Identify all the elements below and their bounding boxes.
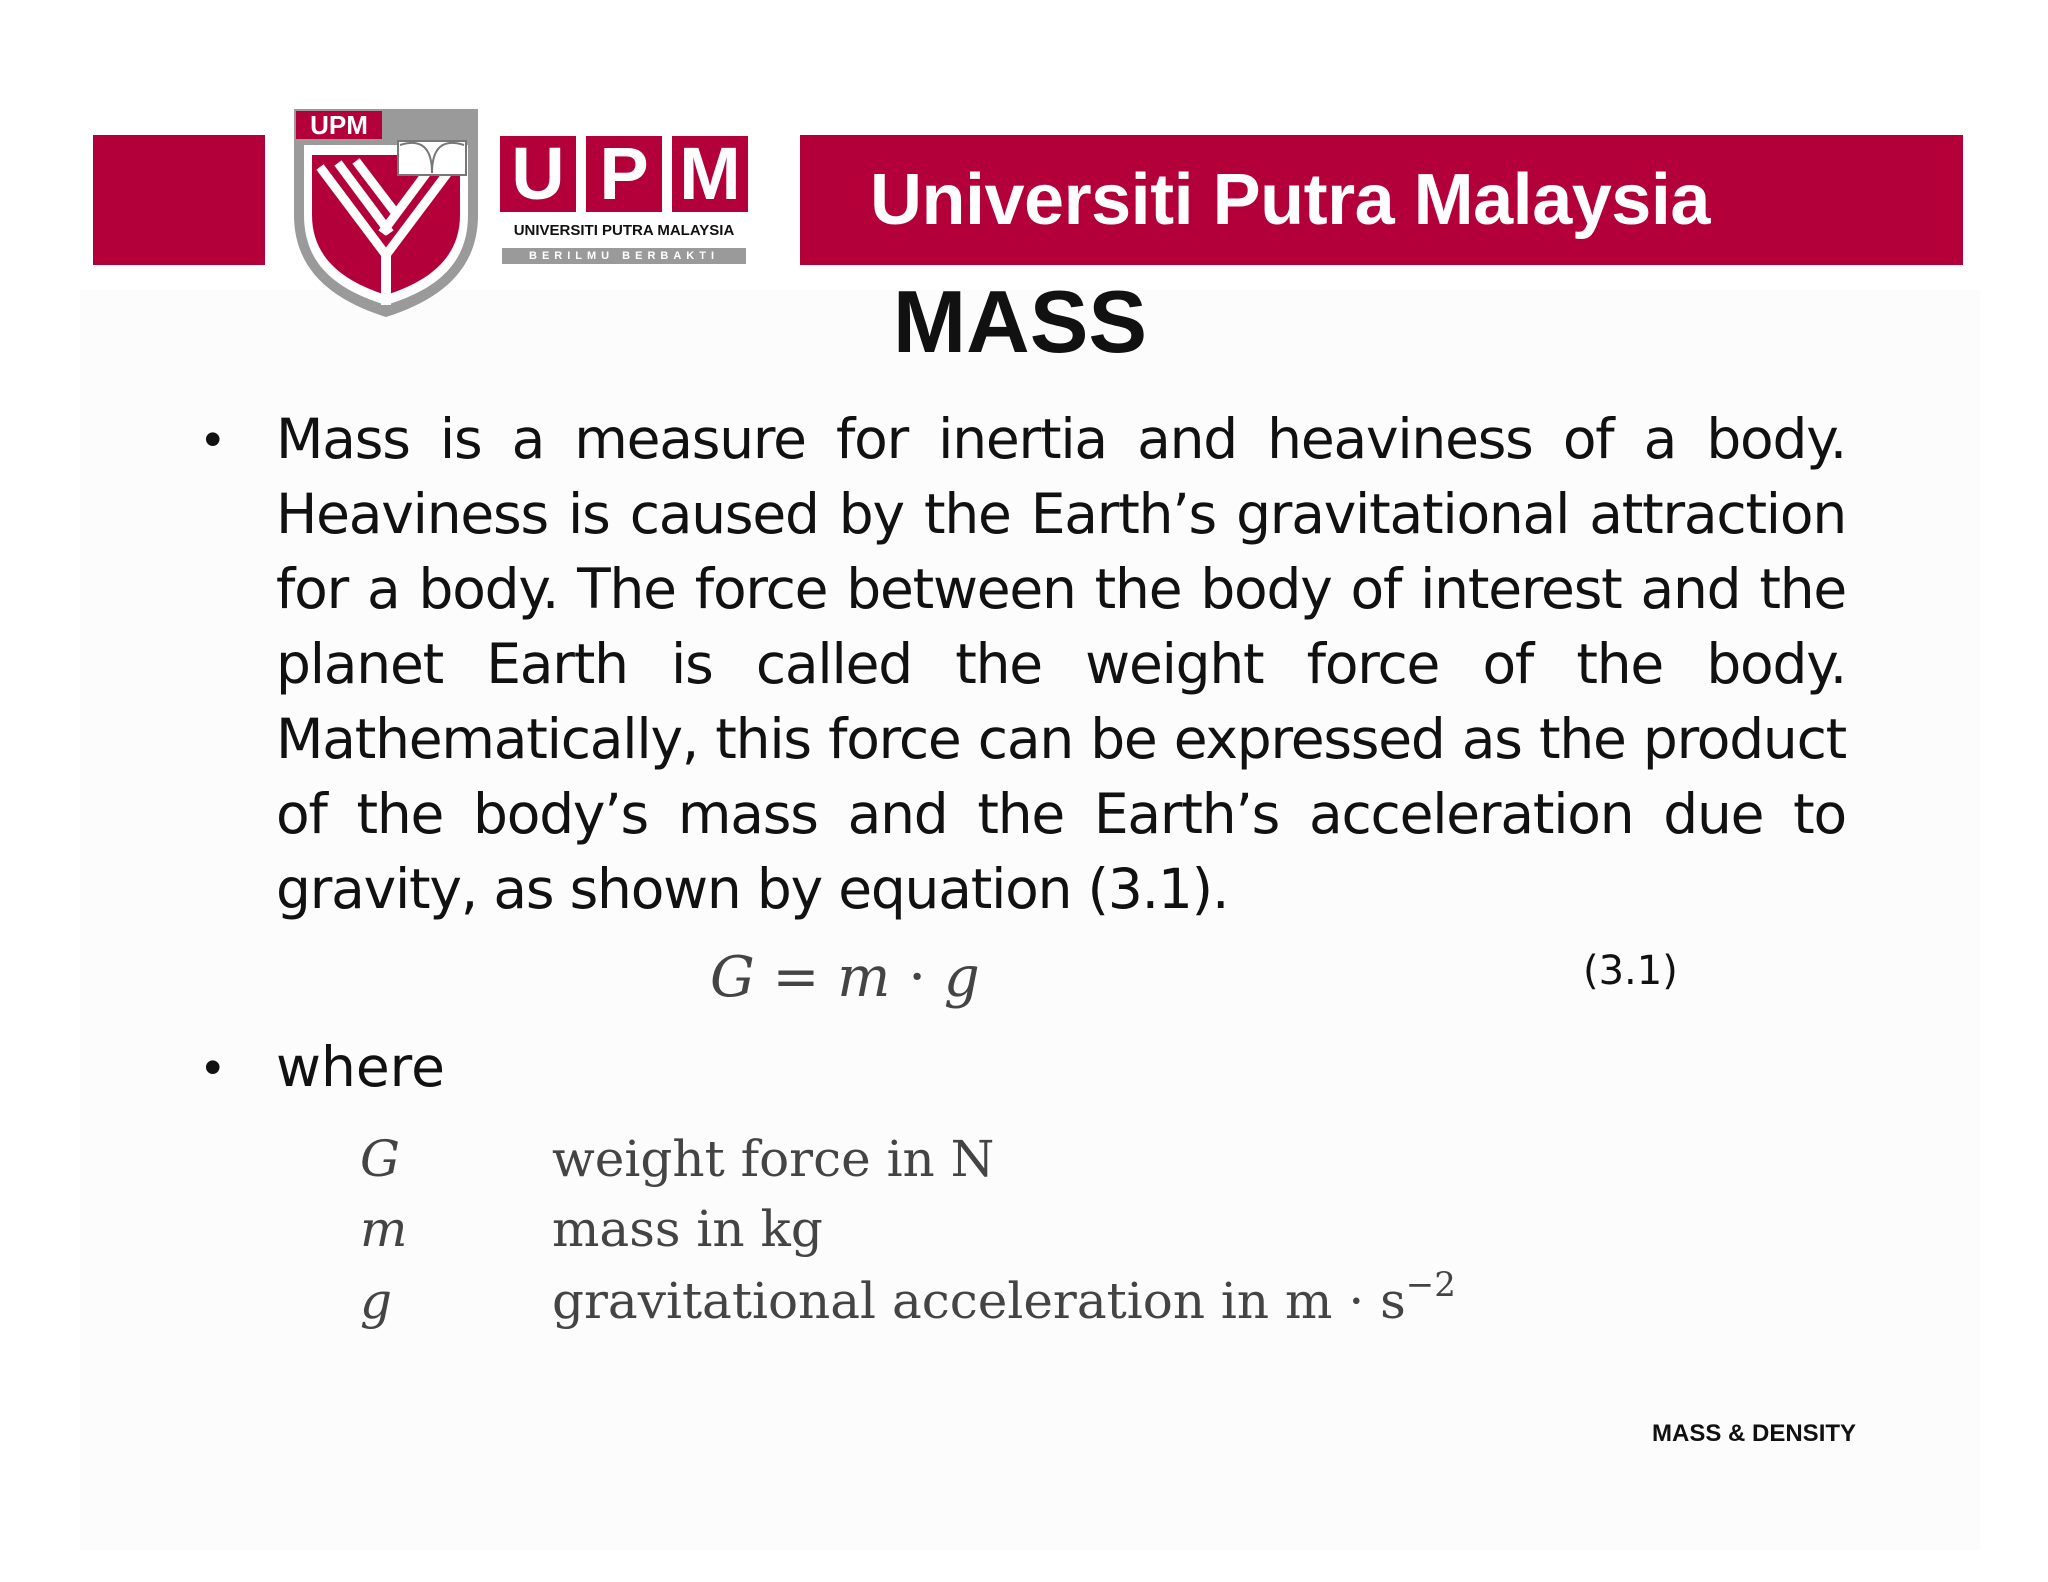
slide-title: [0, 272, 2048, 372]
upm-wordmark: [500, 132, 748, 266]
equation-lhs: G: [710, 945, 755, 1010]
variable-superscript: −2: [1405, 1265, 1456, 1305]
equation-dot: ·: [908, 945, 927, 1010]
bullet-icon: •: [204, 411, 222, 467]
where-label: where: [276, 1035, 445, 1099]
header-bar-left: [93, 135, 265, 265]
equation-equals: =: [772, 945, 820, 1010]
upm-motto: BERILMU BERBAKTI: [502, 248, 746, 264]
slide-footer: MASS & DENSITY: [1652, 1420, 1857, 1447]
upm-letter-p: P: [586, 136, 662, 212]
variable-symbol: m: [360, 1200, 408, 1258]
variable-description: [552, 1265, 1456, 1330]
university-title: Universiti Putra Malaysia: [870, 160, 1710, 240]
equation-number: (3.1): [1583, 948, 1678, 994]
variable-description-text: gravitational acceleration in m · s: [552, 1272, 1406, 1330]
bullet-icon: •: [204, 1039, 222, 1095]
variable-description: mass in kg: [552, 1200, 823, 1258]
variable-symbol: G: [360, 1130, 400, 1188]
equation-gravity: g: [943, 945, 980, 1010]
shield-tag: UPM: [310, 110, 368, 140]
upm-subtitle: UNIVERSITI PUTRA MALAYSIA: [513, 222, 735, 239]
upm-letter-u: U: [500, 136, 576, 212]
variable-description: weight force in N: [552, 1130, 995, 1188]
slide-title-text: MASS: [892, 272, 1148, 371]
upm-letter-m: M: [672, 136, 748, 212]
equation: [710, 945, 980, 1010]
variable-symbol: g: [360, 1272, 393, 1330]
bullet-paragraph: Mass is a measure for inertia and heaviness of a body. Heaviness is caused by the Earth’s gravitational attraction for a body. The force between the body of interest and the planet Earth is called the weight force of the body. Mathematically, this force can be expressed as the product of the body’s mass and the Earth’s acceleration due to gravity, as shown by equation (3.1).: [276, 407, 1846, 921]
equation-mass: m: [837, 945, 891, 1010]
